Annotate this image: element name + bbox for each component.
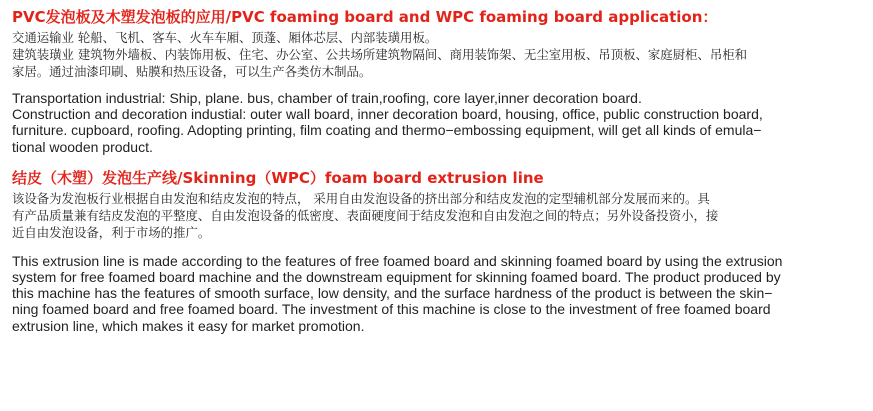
- text-line: tional wooden product.: [12, 138, 153, 155]
- text-line: 家居。通过油漆印刷、贴膜和热压设备，可以生产各类仿木制品。: [12, 64, 372, 79]
- text-line: extrusion line, which makes it easy for market promotion.: [12, 317, 365, 334]
- section-1-heading: PVC发泡板及木塑发泡板的应用/PVC foaming board and WPC foaming board application：: [12, 8, 718, 26]
- text-line: system for free foamed board machine and the downstream equipment for skinning foamed board. The product produced by: [12, 269, 781, 286]
- text-line: 该设备为发泡板行业根据自由发泡和结皮发泡的特点， 采用自由发泡设备的挤出部分和结皮发泡的定型辅机部分发展而来的。具: [12, 190, 710, 206]
- text-line: ning foamed board and free foamed board. The investment of this machine is close to the investment of free foamed board: [12, 301, 771, 318]
- text-line: 有产品质量兼有结皮发泡的平整度、自由发泡设备的低密度、表面硬度间于结皮发泡和自由发泡之间的特点；另外设备投资小，接: [12, 207, 719, 223]
- text-line: 交通运输业 轮船、飞机、客车、火车车厢、顶蓬、厢体芯层、内部装璜用板。: [12, 30, 438, 45]
- document: [12, 8, 864, 334]
- text-line: this machine has the features of smooth surface, low density, and the surface hardness of the product is between the skin−: [12, 285, 773, 302]
- section-2-chinese-text: [12, 190, 864, 241]
- text-line: 近自由发泡设备，利于市场的推广。: [12, 224, 211, 240]
- text-line: furniture. cupboard, roofing. Adopting printing, film coating and thermo−embossing equipment, will get all kinds of emula−: [12, 122, 762, 139]
- section-2-heading: 结皮（木塑）发泡生产线/Skinning（WPC）foam board extrusion line: [12, 168, 544, 187]
- text-line: Construction and decoration industial: outer wall board, inner decoration board, housing, office, public construction board,: [12, 106, 763, 123]
- text-line: This extrusion line is made according to the features of free foamed board and skinning foamed board by using the extrusion: [12, 252, 783, 269]
- section-2-english-text: [12, 253, 864, 334]
- section-1-chinese-text: [12, 29, 864, 80]
- section-1-english-text: [12, 90, 864, 155]
- text-line: Transportation industrial: Ship, plane. bus, chamber of train,roofing, core layer,inner decoration board.: [12, 90, 642, 106]
- text-line: 建筑装璜业 建筑物外墙板、内装饰用板、住宅、办公室、公共场所建筑物隔间、商用装饰架、无尘室用板、吊顶板、家庭厨柜、吊柜和: [12, 47, 747, 62]
